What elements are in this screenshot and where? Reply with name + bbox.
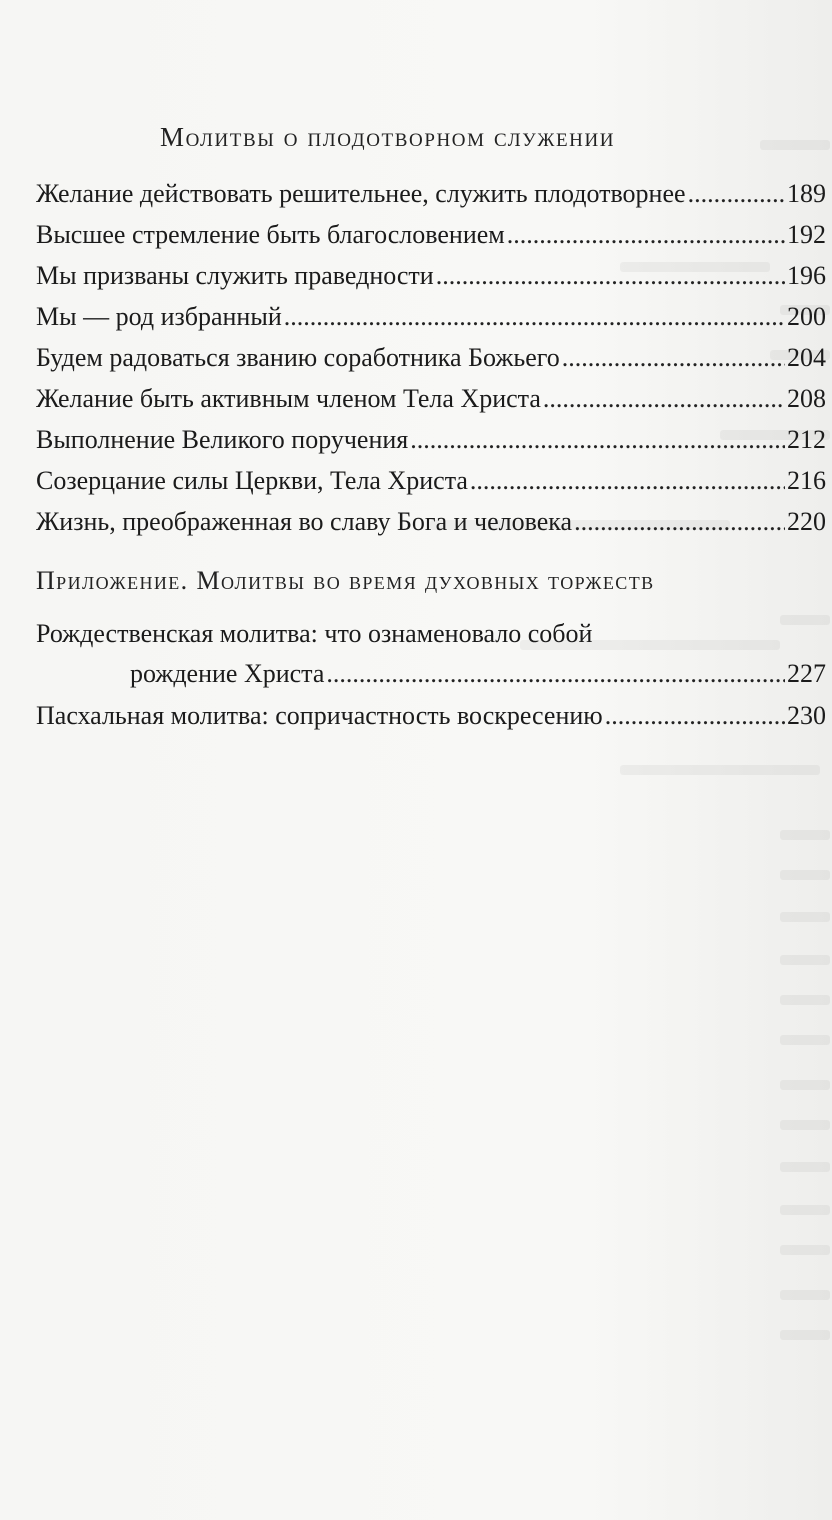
toc-entry[interactable] xyxy=(36,342,826,374)
toc-page-number: 227 xyxy=(787,659,826,688)
toc-leader-dots xyxy=(605,700,785,732)
toc-entry[interactable] xyxy=(36,506,826,538)
toc-entry[interactable] xyxy=(130,658,826,690)
toc-leader-dots xyxy=(326,658,785,690)
toc-entry-title-line1[interactable]: Рождественская молитва: что ознаменовало собой xyxy=(36,619,593,648)
toc-page-number: 192 xyxy=(787,220,826,249)
toc-entry[interactable] xyxy=(36,178,826,210)
toc-leader-dots xyxy=(410,424,785,456)
toc-entry[interactable] xyxy=(36,260,826,292)
toc-entry-title: Будем радоваться званию соработника Божьего xyxy=(36,343,560,372)
toc-entry-title: рождение Христа xyxy=(130,659,325,688)
toc-entry[interactable] xyxy=(36,219,826,251)
toc-leader-dots xyxy=(507,219,785,251)
toc-page-number: 230 xyxy=(787,701,826,730)
toc-leader-dots xyxy=(574,506,785,538)
toc-page-number: 216 xyxy=(787,466,826,495)
toc-leader-dots xyxy=(284,301,785,333)
section-title-fruitful-service: Молитвы о плодотворном служении xyxy=(160,122,616,152)
toc-entry[interactable] xyxy=(36,301,826,333)
toc-leader-dots xyxy=(543,383,785,415)
toc-entry-title: Высшее стремление быть благословением xyxy=(36,220,505,249)
toc-entry-title: Мы призваны служить праведности xyxy=(36,261,434,290)
toc-page-number: 208 xyxy=(787,384,826,413)
toc-entry[interactable] xyxy=(36,383,826,415)
toc-entry-title: Жизнь, преображенная во славу Бога и человека xyxy=(36,507,573,536)
toc-entry-title: Желание действовать решительнее, служить плодотворнее xyxy=(36,179,686,208)
toc-leader-dots xyxy=(688,178,785,210)
toc-entry[interactable] xyxy=(36,700,826,732)
toc-entry[interactable] xyxy=(36,465,826,497)
toc-page-number: 189 xyxy=(787,179,826,208)
toc-page-number: 200 xyxy=(787,302,826,331)
toc-entry[interactable] xyxy=(36,424,826,456)
toc-entry-title: Пасхальная молитва: сопричастность воскресению xyxy=(36,701,603,730)
toc-entry-title: Выполнение Великого поручения xyxy=(36,425,409,454)
toc-page-number: 204 xyxy=(787,343,826,372)
toc-entry-title: Мы — род избранный xyxy=(36,302,282,331)
toc-page-number: 196 xyxy=(787,261,826,290)
toc-entry-title: Созерцание силы Церкви, Тела Христа xyxy=(36,466,468,495)
toc-page-number: 212 xyxy=(787,425,826,454)
toc-page-number: 220 xyxy=(787,507,826,536)
section-title-appendix: Приложение. Молитвы во время духовных торжеств xyxy=(36,566,655,595)
toc-leader-dots xyxy=(470,465,785,497)
toc-entry-title: Желание быть активным членом Тела Христа xyxy=(36,384,541,413)
toc-leader-dots xyxy=(562,342,785,374)
toc-leader-dots xyxy=(436,260,785,292)
